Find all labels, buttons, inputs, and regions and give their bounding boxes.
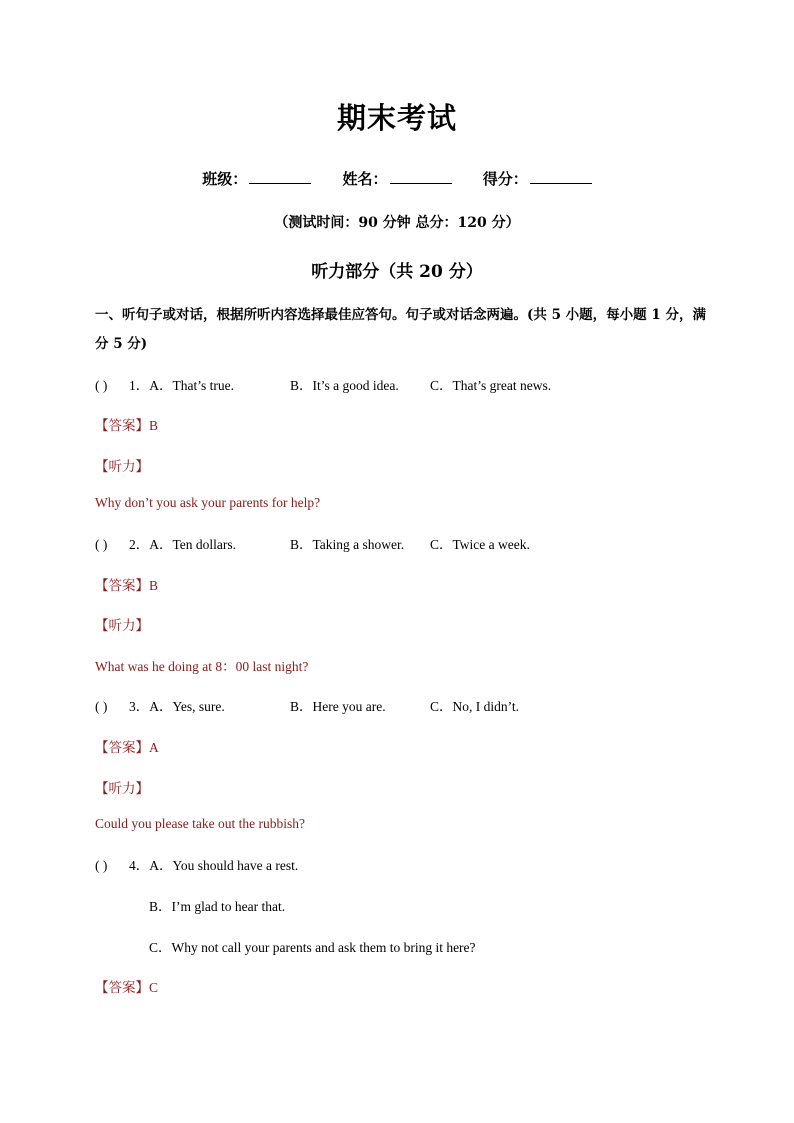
question-1 — [95, 374, 695, 394]
option-a: A．Ten dollars. — [149, 537, 237, 552]
option-b: B．It’s a good idea. — [290, 378, 399, 393]
option-b: B．Here you are. — [290, 699, 386, 714]
section-title: 听力部分（共 20 分） — [311, 262, 483, 282]
name-label: 姓名： — [342, 170, 388, 188]
answer-paren: ( ) — [95, 858, 108, 873]
question-number: 2． — [129, 537, 150, 552]
answer-label: 【答案】 — [95, 578, 149, 594]
page-title: 期末考试 — [336, 101, 457, 135]
answer-line-1 — [95, 414, 158, 434]
answer-line-3 — [95, 736, 159, 756]
answer-value: A — [149, 740, 159, 755]
option-a: A．Yes, sure. — [149, 699, 225, 714]
option-b: B．Taking a shower. — [290, 537, 405, 552]
answer-paren: ( ) — [95, 699, 108, 714]
answer-paren: ( ) — [95, 378, 108, 393]
answer-value: C — [149, 980, 159, 995]
class-label: 班级： — [202, 170, 248, 188]
answer-line-4 — [95, 976, 158, 996]
class-field — [202, 168, 311, 189]
option-a: A．That’s true. — [149, 378, 234, 393]
answer-label: 【答案】 — [95, 980, 149, 996]
listening-label-1: 【听力】 — [95, 459, 149, 475]
answer-label: 【答案】 — [95, 418, 149, 434]
question-4-option-c: C．Why not call your parents and ask them to bring it here? — [149, 940, 476, 955]
question-number: 1． — [129, 378, 150, 393]
question-3 — [95, 695, 695, 715]
score-blank — [530, 169, 592, 184]
answer-line-2 — [95, 574, 158, 594]
answer-label: 【答案】 — [95, 740, 149, 756]
score-field — [483, 168, 592, 189]
class-blank — [249, 169, 311, 184]
question-2 — [95, 533, 695, 553]
listening-text-2: What was he doing at 8：00 last night? — [95, 659, 309, 674]
answer-value: B — [149, 578, 159, 593]
option-c: C．Twice a week. — [430, 537, 530, 552]
exam-time-info: （测试时间：90 分钟 总分：120 分） — [274, 215, 520, 231]
score-label: 得分： — [482, 170, 528, 188]
student-info-row — [0, 168, 794, 189]
section-instruction: 一、听句子或对话，根据所听内容选择最佳应答句。句子或对话念两遍。(共 5 小题，每小题 1 分，满分 5 分) — [95, 307, 706, 352]
question-4-option-b: B．I’m glad to hear that. — [149, 899, 286, 914]
listening-label-3: 【听力】 — [95, 781, 149, 797]
question-4 — [95, 854, 298, 874]
name-field — [342, 168, 451, 189]
option-a: A．You should have a rest. — [149, 858, 299, 873]
answer-value: B — [149, 418, 159, 433]
question-number: 4． — [129, 858, 150, 873]
option-c: C．No, I didn’t. — [430, 699, 520, 714]
listening-text-3: Could you please take out the rubbish? — [95, 816, 305, 831]
name-blank — [390, 169, 452, 184]
question-number: 3． — [129, 699, 150, 714]
answer-paren: ( ) — [95, 537, 108, 552]
option-c: C．That’s great news. — [430, 378, 552, 393]
listening-text-1: Why don’t you ask your parents for help? — [95, 495, 321, 510]
listening-label-2: 【听力】 — [95, 618, 149, 634]
